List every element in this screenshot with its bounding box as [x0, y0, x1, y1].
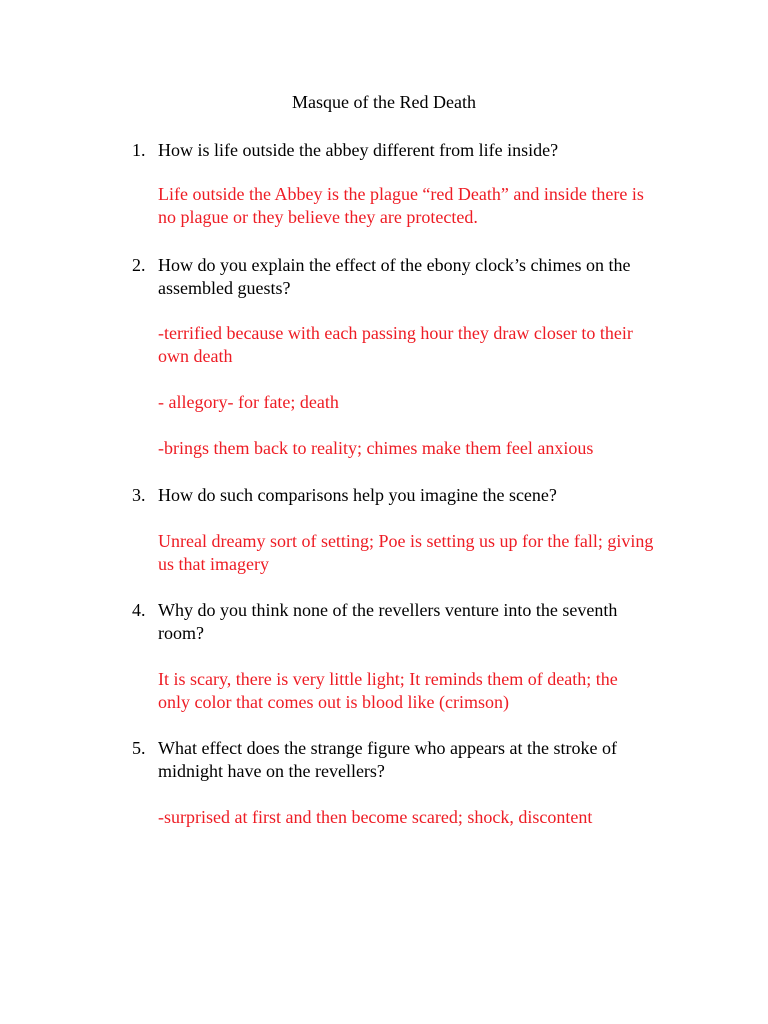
answer-4: It is scary, there is very little light; It reminds them of death; the only color that comes out is blood like (crimson)	[158, 669, 618, 712]
document-title-text: Masque of the Red Death	[292, 92, 476, 112]
question-number: 2.	[132, 255, 146, 275]
question-2	[132, 254, 642, 300]
question-4	[132, 599, 622, 645]
question-text: How do you explain the effect of the ebony clock’s chimes on the assembled guests?	[158, 255, 631, 298]
question-text: What effect does the strange figure who appears at the stroke of midnight have on the revellers?	[158, 738, 617, 781]
answer-5: -surprised at first and then become scared; shock, discontent	[158, 807, 593, 827]
question-text: How is life outside the abbey different from life inside?	[158, 140, 559, 160]
question-1	[132, 139, 662, 162]
answer-1: Life outside the Abbey is the plague “red Death” and inside there is no plague or they believe they are protected.	[158, 184, 644, 227]
document-title	[0, 91, 768, 114]
question-number: 3.	[132, 485, 146, 505]
answer-2a: -terrified because with each passing hour they draw closer to their own death	[158, 323, 633, 366]
question-5	[132, 737, 652, 783]
question-text: How do such comparisons help you imagine the scene?	[158, 485, 557, 505]
question-number: 4.	[132, 600, 146, 620]
question-number: 5.	[132, 738, 146, 758]
question-text: Why do you think none of the revellers venture into the seventh room?	[158, 600, 618, 643]
question-number: 1.	[132, 140, 146, 160]
question-3	[132, 484, 662, 507]
answer-2c: -brings them back to reality; chimes make them feel anxious	[158, 438, 594, 458]
answer-2b: - allegory- for fate; death	[158, 392, 339, 412]
answer-3: Unreal dreamy sort of setting; Poe is setting us up for the fall; giving us that imagery	[158, 531, 654, 574]
